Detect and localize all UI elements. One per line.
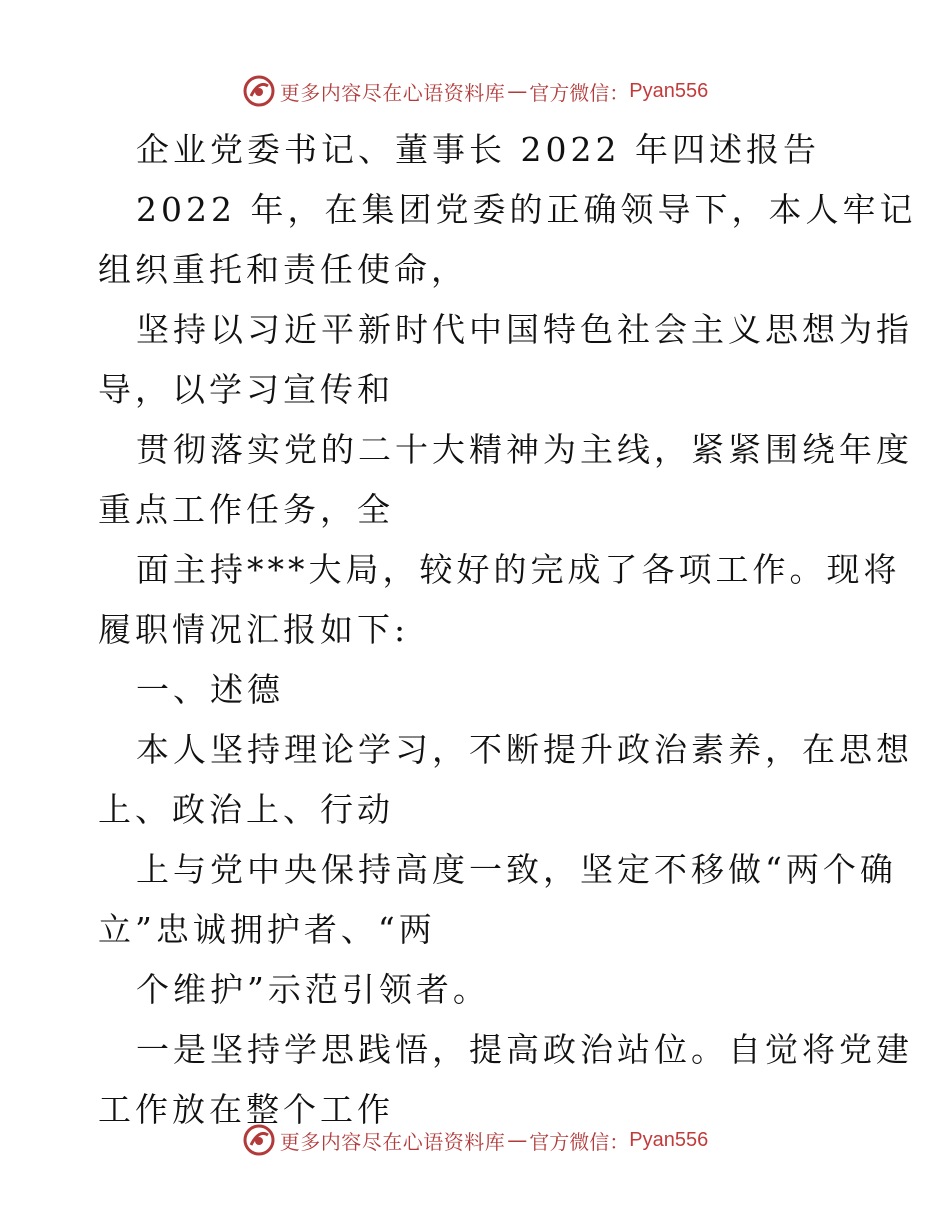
banner-label: 官方微信：: [529, 1129, 630, 1154]
section-heading: 一、述德: [136, 670, 284, 709]
paragraph-line: 工作放在整个工作: [98, 1090, 394, 1129]
banner-dash: —: [507, 79, 528, 103]
paragraph-line: 重点工作任务，全: [98, 490, 394, 529]
document-title: 企业党委书记、董事长 2022 年四述报告: [136, 130, 820, 169]
header-watermark-banner: [0, 71, 950, 111]
paragraph-line: 上与党中央保持高度一致，坚定不移做“两个确: [136, 850, 897, 889]
paragraph-line: 履职情况汇报如下:: [98, 610, 410, 649]
paragraph-line: 坚持以习近平新时代中国特色社会主义思想为指: [136, 310, 913, 349]
paragraph-line: 导，以学习宣传和: [98, 370, 394, 409]
banner-text: 更多内容尽在心语资料库: [279, 1129, 506, 1154]
paragraph-line: 贯彻落实党的二十大精神为主线，紧紧围绕年度: [136, 430, 913, 469]
banner-dash: —: [507, 1128, 528, 1152]
brand-logo-icon: [242, 74, 276, 108]
paragraph-line: 面主持***大局，较好的完成了各项工作。现将: [136, 550, 901, 589]
brand-logo-icon: [242, 1123, 276, 1157]
paragraph-line: 上、政治上、行动: [98, 790, 394, 829]
document-body: [98, 120, 917, 1140]
paragraph-line: 个维护”示范引领者。: [136, 970, 490, 1009]
paragraph-line: 组织重托和责任使命，: [98, 250, 468, 289]
banner-label: 官方微信：: [529, 80, 630, 105]
banner-wechat-id: Pyan556: [629, 1128, 709, 1151]
paragraph-line: 2022 年，在集团党委的正确领导下，本人牢记: [136, 190, 917, 229]
banner-text: 更多内容尽在心语资料库: [279, 80, 506, 105]
paragraph-line: 立”忠诚拥护者、“两: [98, 910, 436, 949]
banner-wechat-id: Pyan556: [629, 79, 709, 102]
footer-watermark-banner: [0, 1120, 950, 1160]
paragraph-line: 本人坚持理论学习，不断提升政治素养，在思想: [136, 730, 913, 769]
paragraph-line: 一是坚持学思践悟，提高政治站位。自觉将党建: [136, 1030, 913, 1069]
